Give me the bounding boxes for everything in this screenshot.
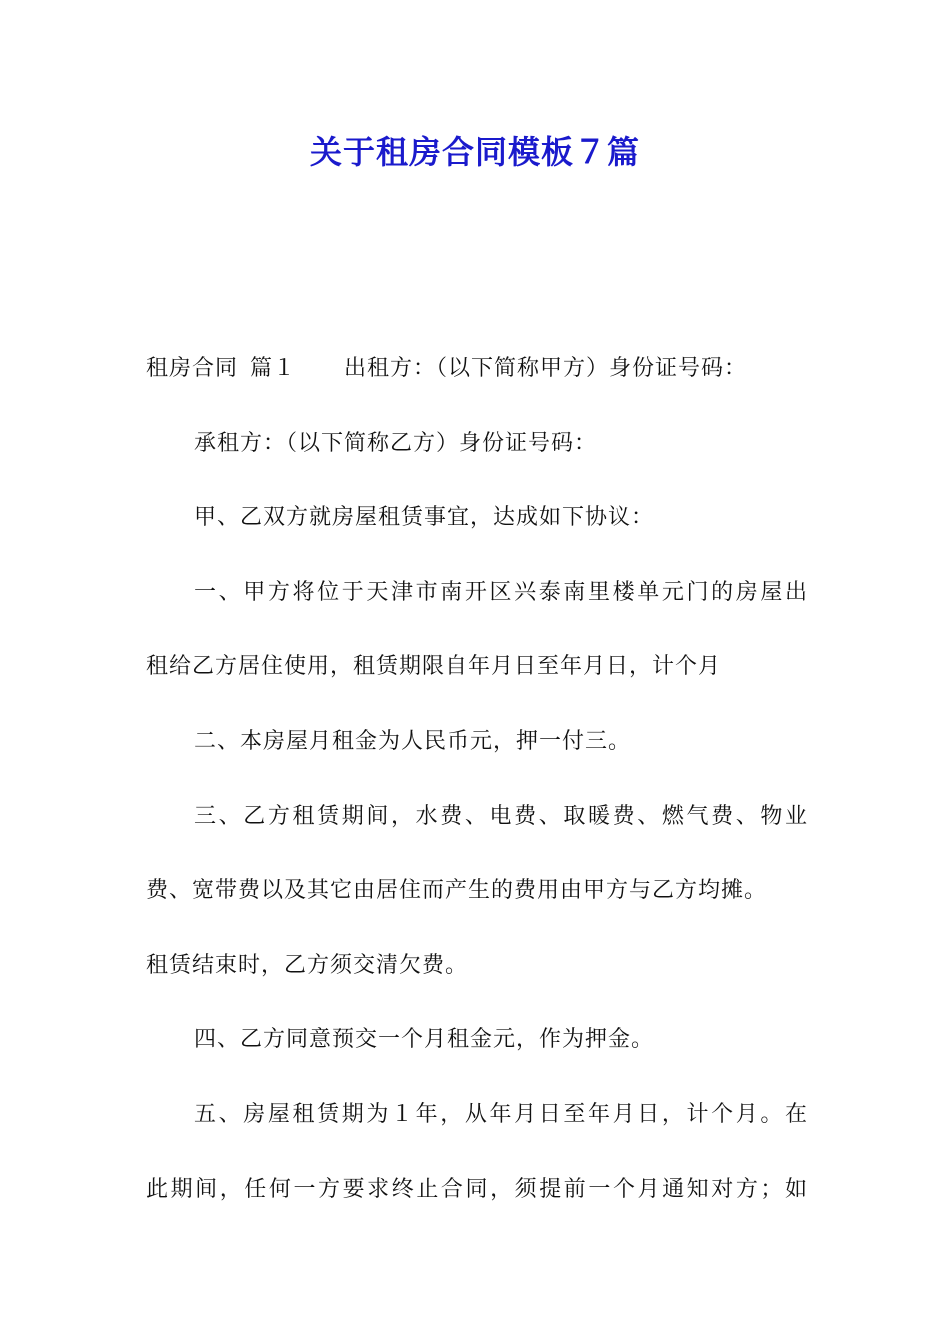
paragraph-line: 三、乙方租赁期间，水费、电费、取暖费、燃气费、物业 — [194, 803, 808, 829]
paragraph-line: 费、宽带费以及其它由居住而产生的费用由甲方与乙方均摊。 — [146, 878, 768, 904]
paragraph-line: 四、乙方同意预交一个月租金元，作为押金。 — [194, 1027, 655, 1053]
paragraph-line: 租给乙方居住使用，租赁期限自年月日至年月日，计个月 — [146, 654, 722, 680]
paragraph-text: 出租方：（以下简称甲方）身份证号码： — [344, 356, 748, 381]
document-title: 关于租房合同模板７篇 — [309, 133, 640, 171]
paragraph-line: 租赁结束时，乙方须交清欠费。 — [146, 952, 469, 978]
paragraph-line: 承租方：（以下简称乙方）身份证号码： — [194, 430, 598, 456]
paragraph-line: 五、房屋租赁期为１年，从年月日至年月日，计个月。在 — [194, 1101, 808, 1127]
contract-heading: 租房合同 — [146, 356, 239, 381]
paragraph-line: 二、本房屋月租金为人民币元，押一付三。 — [194, 728, 632, 754]
paragraph-line: 甲、乙双方就房屋租赁事宜，达成如下协议： — [194, 505, 655, 531]
section-label: 篇１ — [250, 356, 297, 381]
document-body — [146, 332, 808, 1227]
first-line — [146, 332, 808, 407]
paragraph-line: 此期间，任何一方要求终止合同，须提前一个月通知对方；如 — [146, 1176, 808, 1202]
paragraph-line: 一、甲方将位于天津市南开区兴泰南里楼单元门的房屋出 — [194, 579, 808, 605]
